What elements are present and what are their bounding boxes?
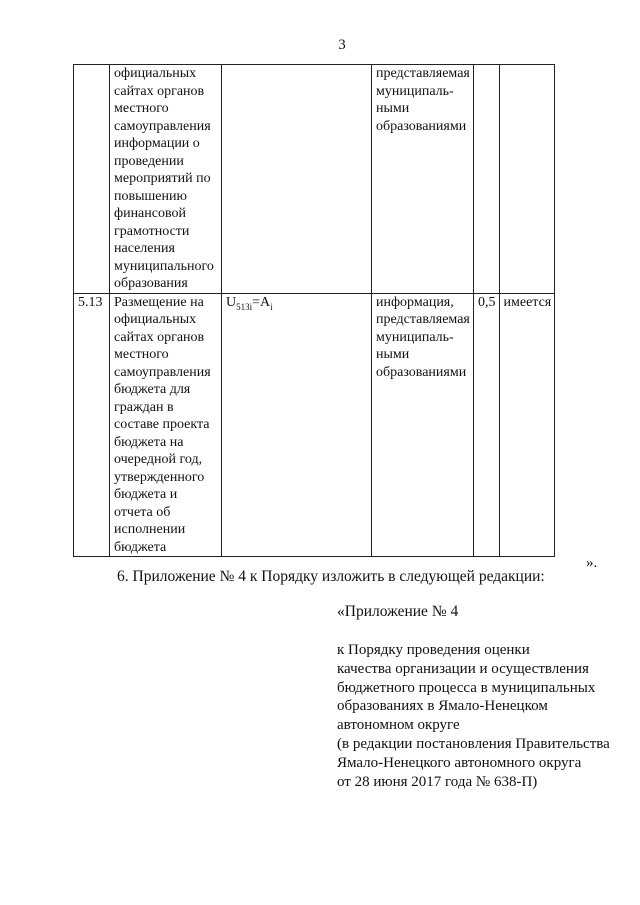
appendix-reference: к Порядку проведения оценки качества организации и осуществления бюджетного процесса в муниципальных образованиях в Ямало-Ненецком автономном округе (в редакции постановления Правительства Ямало-Ненецкого автономного округа от 28 июня 2017 года № 638-П) — [337, 642, 610, 790]
data-source: информация, представляемая муниципаль- ными образованиями — [372, 293, 474, 557]
formula-main: U — [226, 294, 237, 310]
formula-subscript-2: i — [270, 301, 273, 312]
table-row — [74, 293, 555, 557]
criteria-table — [73, 64, 555, 557]
data-source: представляемая муниципаль- ными образованиями — [372, 65, 474, 294]
formula-cell — [222, 65, 372, 294]
status-cell: имеется — [499, 293, 555, 557]
appendix-title: «Приложение № 4 — [337, 603, 459, 620]
amendment-paragraph: 6. Приложение № 4 к Порядку изложить в следующей редакции: — [117, 568, 545, 585]
row-number — [74, 65, 110, 294]
weight-cell: 0,5 — [474, 293, 500, 557]
formula-cell — [222, 293, 372, 557]
indicator-name: официальных сайтах органов местного самоуправления информации о проведении мероприятий по повышению финансовой грамотности населения муниципального образования — [110, 65, 222, 294]
status-cell — [499, 65, 555, 294]
row-number: 5.13 — [74, 293, 110, 557]
weight-cell — [474, 65, 500, 294]
table-row — [74, 65, 555, 294]
closing-quote: ». — [586, 555, 598, 571]
formula-subscript: 513i — [236, 301, 253, 312]
page-number: 3 — [338, 37, 346, 53]
formula-rest: =A — [252, 294, 271, 310]
indicator-name: Размещение на официальных сайтах органов местного самоуправления бюджета для граждан в составе проекта бюджета на очередной год, утвержденного бюджета и отчета об исполнении бюджета — [110, 293, 222, 557]
